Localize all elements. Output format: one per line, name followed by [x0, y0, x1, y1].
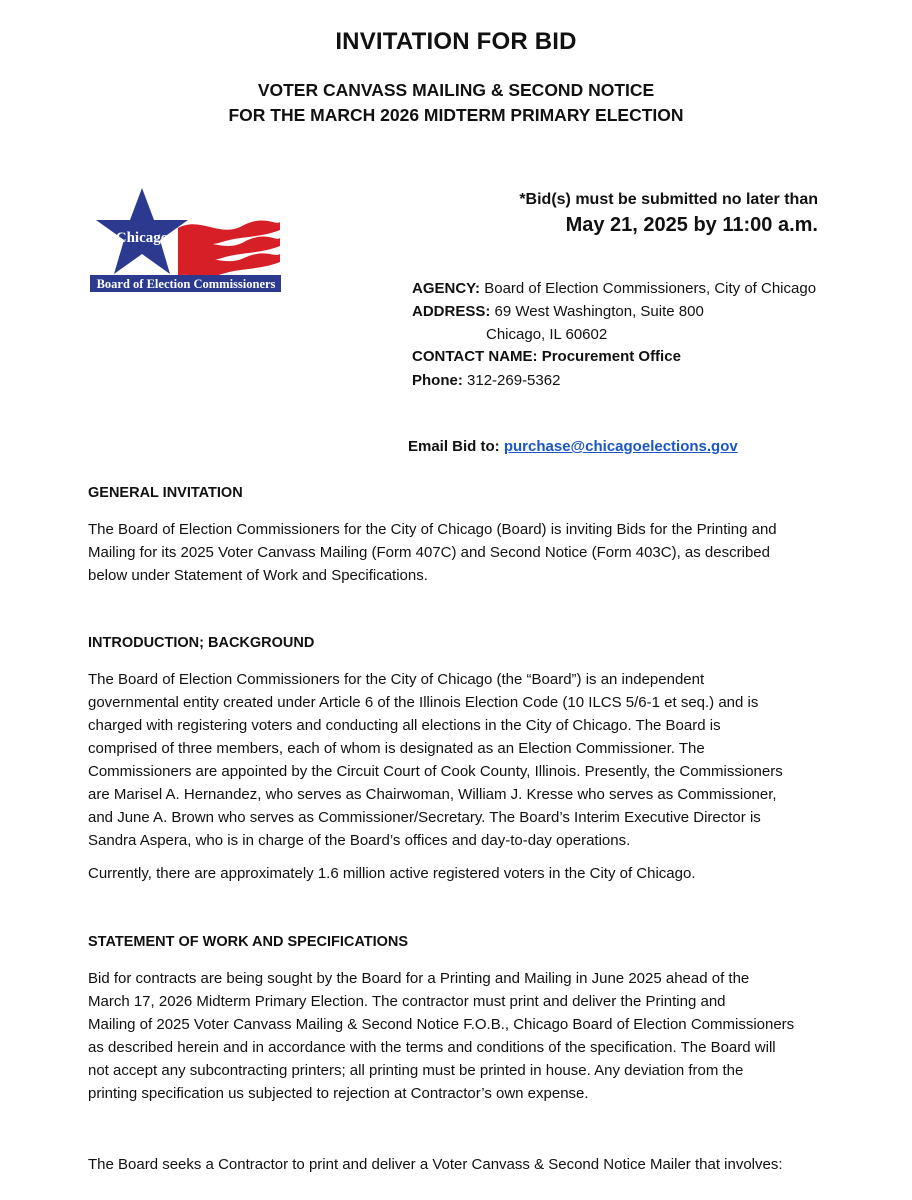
paragraph-line: governmental entity created under Article 6 of the Illinois Election Code (10 ILCS 5/6-1 et seq.) and is: [88, 694, 759, 711]
agency-line: [412, 280, 816, 297]
introduction-heading: INTRODUCTION; BACKGROUND: [88, 635, 315, 651]
address-value-2: Chicago, IL 60602: [486, 326, 608, 343]
email-link[interactable]: purchase@chicagoelections.gov: [503, 438, 738, 455]
address-line: [412, 303, 704, 320]
agency-label: AGENCY:: [412, 280, 481, 297]
registered-voters-paragraph: Currently, there are approximately 1.6 million active registered voters in the City of Chicago.: [88, 865, 696, 882]
paragraph-line: The Board of Election Commissioners for the City of Chicago (the “Board”) is an independent: [88, 671, 705, 688]
document-subtitle-line-2: FOR THE MARCH 2026 MIDTERM PRIMARY ELECTION: [228, 105, 684, 125]
paragraph-line: The Board of Election Commissioners for the City of Chicago (Board) is inviting Bids for the Printing and: [88, 521, 777, 538]
paragraph-line: Sandra Aspera, who is in charge of the Board’s offices and day-to-day operations.: [88, 832, 631, 849]
statement-of-work-heading: STATEMENT OF WORK AND SPECIFICATIONS: [88, 934, 409, 950]
contact-name: CONTACT NAME: Procurement Office: [412, 348, 681, 365]
paragraph-line: printing specification us subjected to rejection at Contractor’s own expense.: [88, 1085, 589, 1102]
deadline-date: May 21, 2025 by 11:00 a.m.: [565, 214, 818, 236]
board-logo: [90, 186, 284, 294]
paragraph-line: not accept any subcontracting printers; all printing must be printed in house. Any deviation from the: [88, 1062, 744, 1079]
phone-label: Phone:: [412, 372, 463, 389]
phone-value: 312-269-5362: [467, 372, 561, 389]
statement-of-work-paragraph: [88, 967, 828, 1105]
paragraph-line: and June A. Brown who serves as Commissioner/Secretary. The Board’s Interim Executive Director is: [88, 809, 761, 826]
paragraph-line: below under Statement of Work and Specifications.: [88, 567, 428, 584]
deadline-notice: *Bid(s) must be submitted no later than: [519, 191, 818, 208]
logo-banner-text: Board of Election Commissioners: [96, 277, 276, 291]
paragraph-line: Bid for contracts are being sought by the Board for a Printing and Mailing in June 2025 ahead of the: [88, 970, 750, 987]
contractor-scope-paragraph: The Board seeks a Contractor to print and deliver a Voter Canvass & Second Notice Mailer that involves:: [88, 1156, 783, 1173]
paragraph-line: Mailing of 2025 Voter Canvass Mailing & Second Notice F.O.B., Chicago Board of Election Commissioners: [88, 1016, 795, 1033]
general-invitation-heading: GENERAL INVITATION: [88, 485, 243, 501]
paragraph-line: March 17, 2026 Midterm Primary Election. The contractor must print and deliver the Printing and: [88, 993, 726, 1010]
phone-line: [412, 372, 560, 389]
general-invitation-paragraph: [88, 518, 828, 587]
email-line: [408, 438, 738, 455]
introduction-paragraph: [88, 668, 828, 852]
address-value-1: 69 West Washington, Suite 800: [494, 303, 704, 320]
paragraph-line: Mailing for its 2025 Voter Canvass Mailing (Form 407C) and Second Notice (Form 403C), as described: [88, 544, 770, 561]
document-subtitle-line-1: VOTER CANVASS MAILING & SECOND NOTICE: [257, 80, 655, 100]
paragraph-line: charged with registering voters and conducting all elections in the City of Chicago. The Board is: [88, 717, 721, 734]
paragraph-line: Commissioners are appointed by the Circuit Court of Cook County, Illinois. Presently, the Commissioners: [88, 763, 783, 780]
flag-stripes-icon: [178, 221, 280, 277]
email-label: Email Bid to:: [408, 438, 500, 455]
paragraph-line: are Marisel A. Hernandez, who serves as Chairwoman, William J. Kresse who serves as Commissioner,: [88, 786, 777, 803]
address-label: ADDRESS:: [412, 303, 491, 320]
agency-value: Board of Election Commissioners, City of Chicago: [484, 280, 817, 297]
logo-star-text: Chicago: [115, 230, 169, 246]
paragraph-line: as described herein and in accordance with the terms and conditions of the specification. The Board will: [88, 1039, 776, 1056]
paragraph-line: comprised of three members, each of whom is designated as an Election Commissioner. The: [88, 740, 705, 757]
document-title: INVITATION FOR BID: [335, 28, 577, 55]
